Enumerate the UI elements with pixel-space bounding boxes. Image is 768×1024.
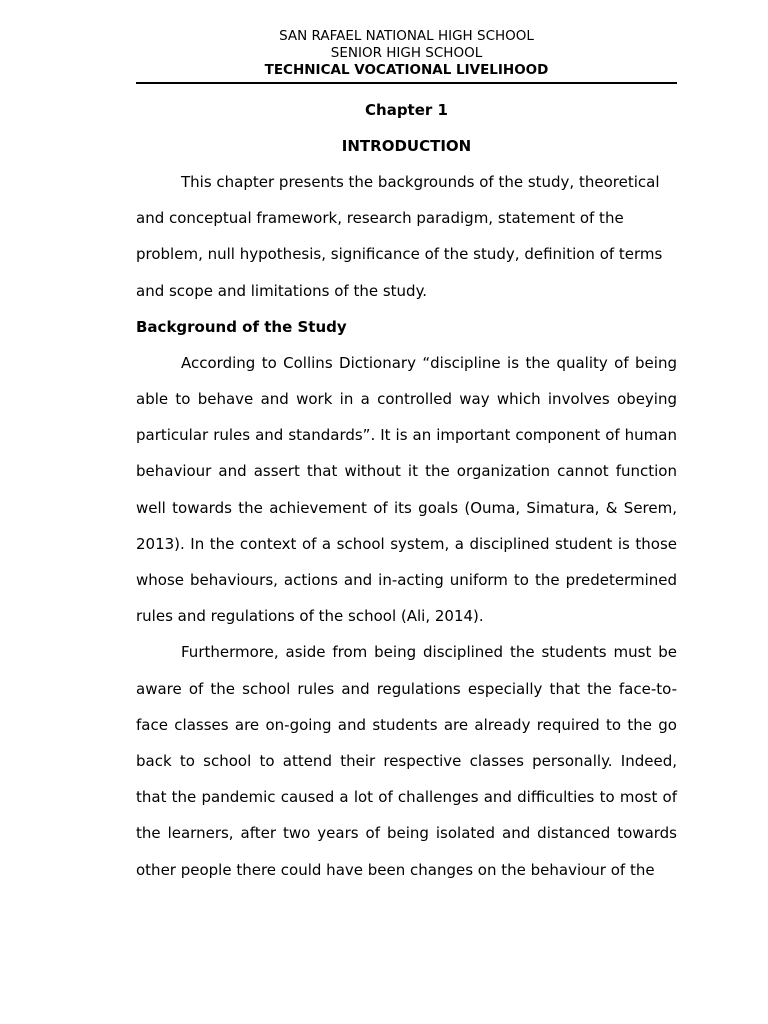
background-paragraph-1: According to Collins Dictionary “discipline is the quality of being able to behave and work in a controlled way which involves obeying particular rules and standards”. It is an important component of human behaviour and assert that without it the organization cannot function well towards the achievement of its goals (Ouma, Simatura, & Serem, 2013). In the context of a school system, a disciplined student is those whose behaviours, actions and in-acting uniform to the predetermined rules and regulations of the school (Ali, 2014).	[136, 353, 677, 626]
chapter-title: INTRODUCTION	[341, 137, 472, 155]
section-heading-background: Background of the Study	[136, 317, 347, 336]
chapter-number: Chapter 1	[365, 101, 448, 119]
document-page	[136, 28, 677, 888]
school-level: SENIOR HIGH SCHOOL	[330, 45, 483, 61]
school-strand: TECHNICAL VOCATIONAL LIVELIHOOD	[264, 62, 549, 78]
header-divider	[136, 82, 677, 84]
background-paragraph-2: Furthermore, aside from being disciplined the students must be aware of the school rules and regulations especially that the face-to-face classes are on-going and students are already required to the go back to school to attend their respective classes personally. Indeed, that the pandemic caused a lot of challenges and difficulties to most of the learners, after two years of being isolated and distanced towards other people there could have been changes on the behaviour of the	[136, 643, 677, 879]
school-name: SAN RAFAEL NATIONAL HIGH SCHOOL	[279, 28, 534, 44]
document-header	[136, 28, 677, 79]
intro-paragraph: This chapter presents the backgrounds of the study, theoretical and conceptual framework, research paradigm, statement of the problem, null hypothesis, significance of the study, definition of terms and scope and limitations of the study.	[136, 173, 663, 300]
